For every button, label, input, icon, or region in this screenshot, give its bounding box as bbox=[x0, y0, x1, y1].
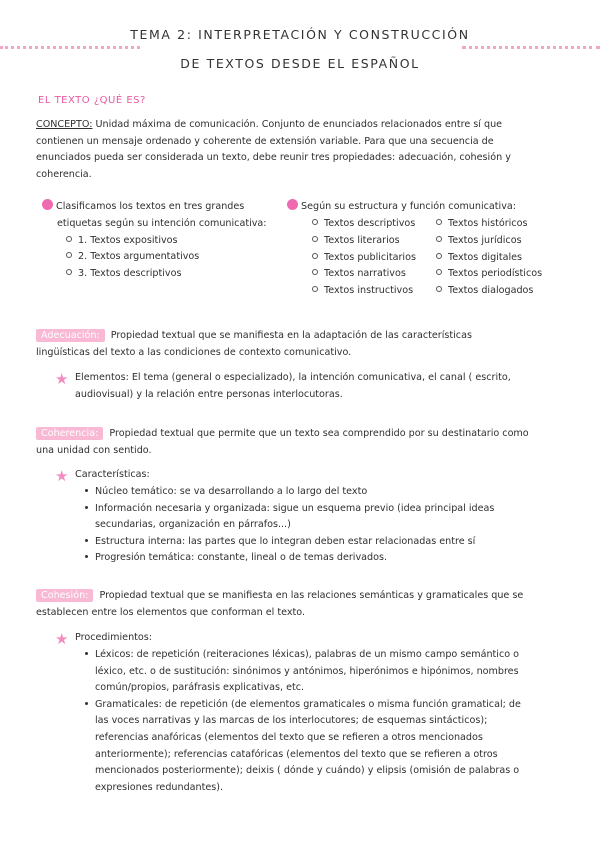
list-item: Núcleo temático: se va desarrollando a lo largo del texto bbox=[85, 484, 494, 501]
cohesion-tag: Cohesión: bbox=[36, 589, 93, 602]
page-title: TEMA 2: INTERPRETACIÓN Y CONSTRUCCIÓN bbox=[130, 27, 470, 42]
concepto-paragraph: CONCEPTO: Unidad máxima de comunicación. Conjunto de enunciados relacionados entre sí que contienen un mensaje ordenado y coherente de extensión variable. Para que una secuencia de enunciados pueda ser considerada un texto, debe reunir tres propiedades: adecuación, cohesión y coherencia. bbox=[36, 119, 511, 180]
list-item: Información necesaria y organizada: sigue un esquema previo (idea principal ideas bbox=[85, 501, 494, 518]
adecuacion-tag: Adecuación: bbox=[36, 329, 105, 342]
coherencia-paragraph: Coherencia: Propiedad textual que permite que un texto sea comprendido por su destinatario como una unidad con sentido. bbox=[36, 428, 529, 456]
pink-bullet-icon bbox=[287, 199, 298, 210]
coherencia-list: Núcleo temático: se va desarrollando a lo largo del texto Información necesaria y organizada: sigue un esquema previo (idea principal ideas secundarias, organización en párrafos...) Estructura interna: las partes que lo integran deben estar relacionadas entre sí Progresión temática: constante, lineal o de temas derivados. bbox=[85, 484, 494, 567]
list-item: Estructura interna: las partes que lo integran deben estar relacionadas entre sí bbox=[85, 534, 494, 551]
section-heading: EL TEXTO ¿QUÉ ES? bbox=[38, 95, 146, 106]
adecuacion-paragraph: Adecuación: Propiedad textual que se manifiesta en la adaptación de las características lingüísticas del texto a las condiciones de contexto comunicativo. bbox=[36, 330, 472, 358]
list-item: Textos literarios bbox=[312, 233, 416, 250]
list-item: 1. Textos expositivos bbox=[42, 233, 267, 250]
star-icon: ★ bbox=[55, 630, 69, 648]
cohesion-list: Léxicos: de repetición (reiteraciones léxicas), palabras de un mismo campo semántico o léxico, etc. o de sustitución: sinónimos y antónimos, hiperónimos e hipónimos, nombres común/propios, paráfrasis explicativas, etc. Gramaticales: de repetición (de elementos gramaticales o misma función gramatical; de las voces narrativas y las marcas de los interlocutores; de esquemas sintácticos); referencias anafóricas (elementos del texto que se refieren a otros mencionados anteriormente); referencias catafóricas (elementos del texto que se refieren a otros mencionados posteriormente); deixis ( dónde y cuándo) y elipsis (omisión de palabras o expresiones redundantes). bbox=[85, 647, 521, 796]
list-item: Textos periodísticos bbox=[436, 266, 542, 283]
cohesion-paragraph: Cohesión: Propiedad textual que se manifiesta en las relaciones semánticas y gramaticales que se establecen entre los elementos que conforman el texto. bbox=[36, 590, 524, 618]
pink-bullet-icon bbox=[42, 199, 53, 210]
estructura-col1 bbox=[312, 216, 416, 300]
star-icon: ★ bbox=[55, 467, 69, 485]
list-item: Gramaticales: de repetición (de elementos gramaticales o misma función gramatical; de bbox=[85, 697, 521, 714]
list-item: Textos narrativos bbox=[312, 266, 416, 283]
concepto-label: CONCEPTO: bbox=[36, 119, 93, 130]
list-item: Textos digitales bbox=[436, 250, 542, 267]
estructura-intro: Según su estructura y función comunicativa: bbox=[287, 199, 516, 216]
list-item: Textos históricos bbox=[436, 216, 542, 233]
cohesion-procedimientos: Procedimientos: bbox=[75, 632, 153, 643]
page-subtitle: DE TEXTOS DESDE EL ESPAÑOL bbox=[180, 56, 420, 71]
coherencia-tag: Coherencia: bbox=[36, 427, 103, 440]
list-item: Progresión temática: constante, lineal o de temas derivados. bbox=[85, 550, 494, 567]
list-item: Léxicos: de repetición (reiteraciones léxicas), palabras de un mismo campo semántico o bbox=[85, 647, 521, 664]
coherencia-caracteristicas: Características: bbox=[75, 469, 150, 480]
estructura-col2 bbox=[436, 216, 542, 300]
list-item: Textos jurídicos bbox=[436, 233, 542, 250]
clasificacion-block: Clasificamos los textos en tres grandes etiquetas según su intención comunicativa: 1. Textos expositivos 2. Textos argumentativos 3. Textos descriptivos bbox=[42, 199, 267, 283]
dotted-divider-left bbox=[0, 46, 140, 49]
adecuacion-elementos: Elementos: El tema (general o especializado), la intención comunicativa, el canal ( escrito, audiovisual) y la relación entre personas interlocutoras. bbox=[75, 372, 511, 400]
list-item: 3. Textos descriptivos bbox=[42, 266, 267, 283]
list-item: Textos instructivos bbox=[312, 283, 416, 300]
list-item: Textos dialogados bbox=[436, 283, 542, 300]
star-icon: ★ bbox=[55, 370, 69, 388]
list-item: Textos publicitarios bbox=[312, 250, 416, 267]
list-item: Textos descriptivos bbox=[312, 216, 416, 233]
dotted-divider-right bbox=[462, 46, 600, 49]
list-item: 2. Textos argumentativos bbox=[42, 249, 267, 266]
